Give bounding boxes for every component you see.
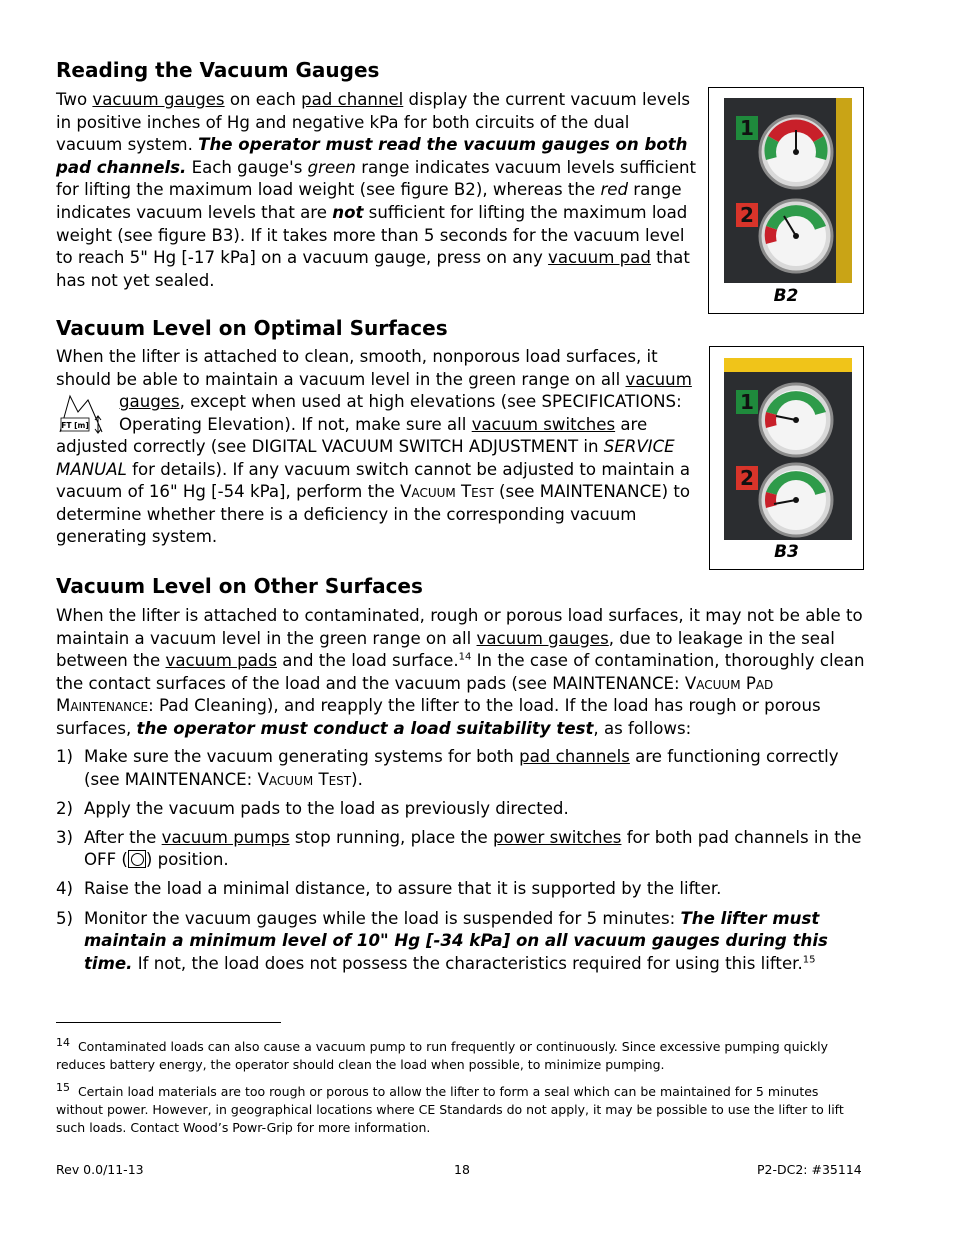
link-power-switches[interactable]: power switches xyxy=(493,827,622,847)
footnote-14: $^{14}$ Contaminated loads can also cause a vacuum pump to run frequently or continuously. Since excessive pumping quickly reduces battery energy, the operator should clean the load when possible, to minimize pumping. xyxy=(56,1035,828,1072)
svg-text:2: 2 xyxy=(740,203,754,227)
link-pad-channel[interactable]: pad channel xyxy=(301,90,404,109)
link-vacuum-pad[interactable]: vacuum pad xyxy=(548,248,651,268)
svg-text:2: 2 xyxy=(740,466,754,490)
footer-revision: Rev 0.0/11-13 xyxy=(56,1162,144,1177)
footnote-ref-15[interactable]: 15 xyxy=(802,954,816,966)
figure-b2 xyxy=(708,87,864,314)
list-item: 4) Raise the load a minimal distance, to assure that it is supported by the lifter. xyxy=(56,879,722,899)
paragraph-other-surfaces: When the lifter is attached to contaminated, rough or porous load surfaces, it may not be able to maintain a vacuum level in the green range on all vacuum gauges, due to leakage in the seal between the vacuum pads and the load surface.$^{14}$ In the case of contamination, thoroughly clean the contact surfaces of the load and the vacuum pads (see MAINTENANCE: Vacuum Pad Maintenance: Pad Cleaning), and reapply the lifter to the load. If the load has rough or porous surfaces, the operator must conduct a load suitability test, as follows: xyxy=(56,606,865,738)
footnote-divider xyxy=(56,1022,281,1023)
footer-document-id: P2-DC2: #35114 xyxy=(757,1162,862,1177)
link-vacuum-gauges-2b[interactable]: gauges xyxy=(119,392,180,411)
svg-text:1: 1 xyxy=(740,116,754,140)
link-vacuum-gauges[interactable]: vacuum gauges xyxy=(92,90,225,109)
figure-caption-b2: B2 xyxy=(773,286,799,306)
off-position-icon xyxy=(128,850,146,868)
figure-b3 xyxy=(709,346,864,570)
load-suitability-test-steps xyxy=(56,746,866,982)
footnote-ref-14[interactable]: 14 xyxy=(458,651,472,663)
footnote-15: $^{15}$ Certain load materials are too rough or porous to allow the lifter to form a seal which can be maintained for 5 minutes without power. However, in geographical locations where CE Standards do not apply, it may be possible to use the lifter to lift such loads. Contact Wood’s Powr-Grip for more information. xyxy=(56,1080,844,1135)
list-item: 1) Make sure the vacuum generating systems for both pad channels are functioning correctly (see MAINTENANCE: Vacuum Test). xyxy=(56,747,839,789)
figure-caption-b3: B3 xyxy=(774,542,799,562)
link-vacuum-pads[interactable]: vacuum pads xyxy=(165,651,278,671)
link-vacuum-gauges-2[interactable]: vacuum xyxy=(625,370,692,389)
high-elevation-icon xyxy=(58,392,103,436)
svg-text:1: 1 xyxy=(740,390,754,414)
section-heading-other-surfaces: Vacuum Level on Other Surfaces xyxy=(56,574,423,598)
link-pad-channels[interactable]: pad channels xyxy=(519,747,630,766)
section-heading-reading-gauges: Reading the Vacuum Gauges xyxy=(56,58,380,82)
link-vacuum-switches[interactable]: vacuum switches xyxy=(471,415,616,434)
list-item: 2) Apply the vacuum pads to the load as previously directed. xyxy=(56,798,569,818)
gauges-b2-graphic xyxy=(724,98,852,283)
manual-page: Reading the Vacuum Gauges Two vacuum gauges on each pad channel display the current vacuum levels in positive inches of Hg and negative kPa for both circuits of the dual vacuum system. The operator must read the vacuum gauges on both pad channels. Each gauge's green range indicates vacuum levels sufficient for lifting the maximum load weight (see figure B2), whereas the red range indicates vacuum levels that are not sufficient for lifting the maximum load weight (see figure B3). If it takes more than 5 seconds for the vacuum level to reach 5" Hg [-17 kPa] on a vacuum gauge, press on any vacuum pad that has not yet sealed. 1 2 B2 Vacuum Level on Optimal Surfaces FT [m] When the lifter is attached to clean, smooth, nonporous load surfaces, it should be able to maintain a vacuum level in the green range on all vacuum gauges, except when used at high elevations (see SPECIFICATIONS: Operating Elevation). If not, make sure all vacuum switches are adjusted correctly (see DIGITAL VACUUM SWITCH ADJUSTMENT in SERVICE MANUAL for details). If any vacuum switch cannot be adjusted to maintain a vacuum of 16" Hg [-54 kPa], perform the Vacuum Test (see MAINTENANCE) to determine whether there is a deficiency in the corresponding vacuum generating system. 1 2 B3 Vacuum Level on Other Surfaces When the lifter is attached to contaminated, rough or porous load surfaces, it may not be able to maintain a vacuum level in the green range on all vacuum gauges, due to leakage in the seal between the vacuum pads and the load surface.$^{14}$ In the case of contamination, thoroughly clean the contact surfaces of the load and the vacuum pads (see MAINTENANCE: Vacuum Pad Maintenance: Pad Cleaning), and reapply the lifter to the load. If the load has rough or porous surfaces, the operator must conduct a load suitability test, as follows: 1) Make sure the vacuum generating systems for both pad channels are functioning correctly (see MAINTENANCE: Vacuum Test). 2) Apply the vacuum pads to the load as previously directed. 3) After the vacuum pumps stop running, place the power switches for both pad channels in the OFF ( ) position. 4) Raise the load a minimal distance, to assure that it is supported by the lifter. 5) Monitor the vacuum gauges while the load is suspended for 5 minutes: The lifter must maintain a minimum level of 10" Hg [-34 kPa] on all vacuum gauges during this time. If not, the load does not possess the characteristics required for using this lifter.$^{15}$ $^{14}$ Contaminated loads can also cause a vacuum pump to run frequently or continuously. Since excessive pumping quickly reduces battery energy, the operator should clean the load when possible, to minimize pumping. $^{15}$ Certain load materials are too rough or porous to allow the lifter to form a seal which can be maintained for 5 minutes without power. However, in geographical locations where CE Standards do not apply, it may be possible to use the lifter to lift such loads. Contact Wood’s Powr-Grip for more information. Rev 0.0/11-13 18 P2-DC2: #35114 xyxy=(56,58,865,1177)
list-item: 3) After the vacuum pumps stop running, place the power switches for both pad channels in the OFF ( ) position. xyxy=(56,827,862,870)
gauge-panel-image-b3 xyxy=(724,358,852,540)
paragraph-reading-gauges: Two vacuum gauges on each pad channel display the current vacuum levels in positive inches of Hg and negative kPa for both circuits of the dual vacuum system. The operator must read the vacuum gauges on both pad channels. Each gauge's green range indicates vacuum levels sufficient for lifting the maximum load weight (see figure B2), whereas the red range indicates vacuum levels that are not sufficient for lifting the maximum load weight (see figure B3). If it takes more than 5 seconds for the vacuum level to reach 5" Hg [-17 kPa] on a vacuum gauge, press on any vacuum pad that has not yet sealed. xyxy=(56,90,697,290)
footer-page-number: 18 xyxy=(454,1162,470,1177)
gauges-b3-graphic xyxy=(724,358,852,540)
svg-text:FT [m]: FT [m] xyxy=(61,421,89,430)
gauge-panel-image-b2 xyxy=(724,98,852,283)
section-heading-optimal-surfaces: Vacuum Level on Optimal Surfaces xyxy=(56,316,448,340)
link-vacuum-gauges-3[interactable]: vacuum gauges xyxy=(476,628,609,648)
list-item: 5) Monitor the vacuum gauges while the load is suspended for 5 minutes: The lifter must maintain a minimum level of 10" Hg [-34 kPa] on all vacuum gauges during this time. If not, the load does not possess the characteristics required for using this lifter.$^{15}$ xyxy=(56,908,828,973)
link-vacuum-pumps[interactable]: vacuum pumps xyxy=(161,827,290,847)
